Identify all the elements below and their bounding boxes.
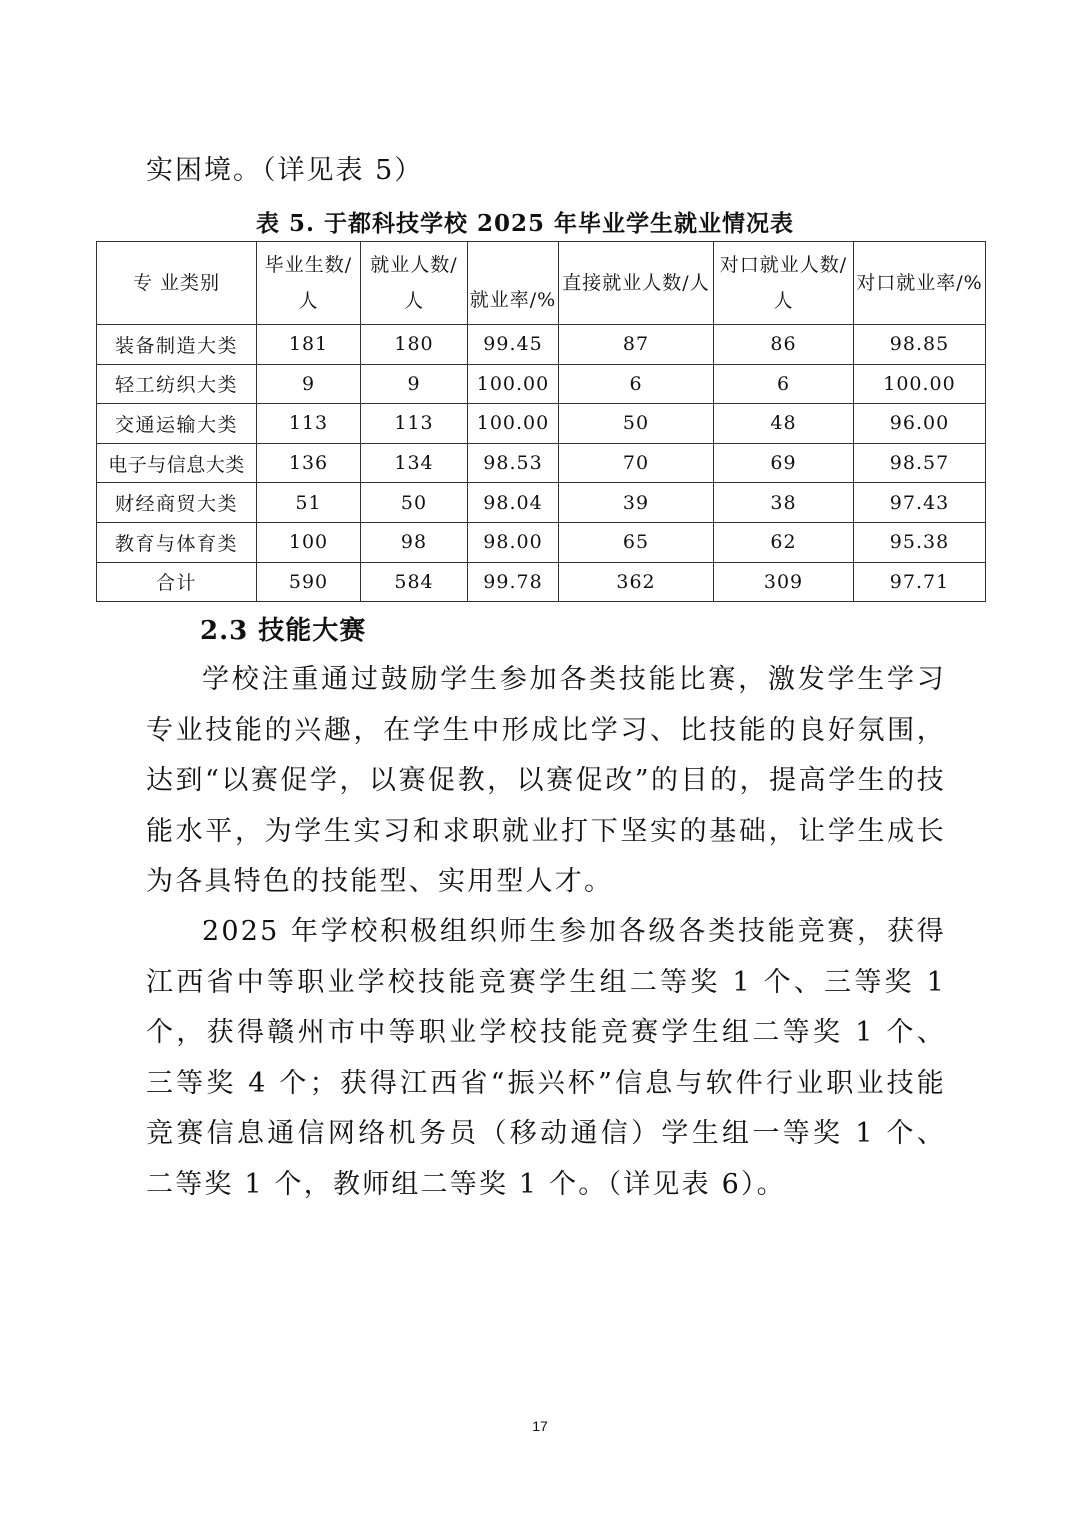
table-cell: 99.45 xyxy=(468,325,559,365)
table-cell: 87 xyxy=(559,325,714,365)
table-cell: 136 xyxy=(257,443,361,483)
lead-text: 实困境。（详见表 5） xyxy=(146,155,424,186)
header-graduates: 毕业生数/人 xyxy=(257,242,361,325)
table-cell: 96.00 xyxy=(854,404,986,444)
table-cell: 9 xyxy=(257,364,361,404)
table-cell: 65 xyxy=(559,522,714,562)
table-cell: 100.00 xyxy=(468,364,559,404)
table-cell: 98.85 xyxy=(854,325,986,365)
table-header-row xyxy=(97,242,986,325)
table-cell: 113 xyxy=(361,404,468,444)
table-cell: 98.00 xyxy=(468,522,559,562)
table-total-row xyxy=(97,562,986,602)
table-cell: 70 xyxy=(559,443,714,483)
table-cell: 181 xyxy=(257,325,361,365)
table-cell: 100 xyxy=(257,522,361,562)
table-cell: 39 xyxy=(559,483,714,523)
table-cell: 97.43 xyxy=(854,483,986,523)
table-row xyxy=(97,443,986,483)
table-cell: 98.57 xyxy=(854,443,986,483)
table-cell: 教育与体育类 xyxy=(97,522,257,562)
table-cell: 轻工纺织大类 xyxy=(97,364,257,404)
header-employment-rate: 就业率/% xyxy=(468,242,559,325)
table-cell: 财经商贸大类 xyxy=(97,483,257,523)
table-row xyxy=(97,364,986,404)
table-cell: 134 xyxy=(361,443,468,483)
table-cell: 合计 xyxy=(97,562,257,602)
table-cell: 38 xyxy=(714,483,854,523)
table-cell: 98 xyxy=(361,522,468,562)
header-matched-rate: 对口就业率/% xyxy=(854,242,986,325)
table-row xyxy=(97,404,986,444)
header-major-category: 专 业类别 xyxy=(97,242,257,325)
table-cell: 100.00 xyxy=(854,364,986,404)
table-cell: 6 xyxy=(559,364,714,404)
table-caption xyxy=(0,205,1080,238)
table-cell: 9 xyxy=(361,364,468,404)
table-cell: 6 xyxy=(714,364,854,404)
table-row xyxy=(97,522,986,562)
table-cell: 362 xyxy=(559,562,714,602)
table-cell: 584 xyxy=(361,562,468,602)
table-cell: 51 xyxy=(257,483,361,523)
table-cell: 86 xyxy=(714,325,854,365)
header-employed: 就业人数/人 xyxy=(361,242,468,325)
table-cell: 97.71 xyxy=(854,562,986,602)
page-number: 17 xyxy=(532,1418,548,1434)
table-cell: 180 xyxy=(361,325,468,365)
table-caption-text: 表 5. 于都科技学校 2025 年毕业学生就业情况表 xyxy=(255,210,795,237)
table-cell: 98.53 xyxy=(468,443,559,483)
table-cell: 电子与信息大类 xyxy=(97,443,257,483)
table-cell: 95.38 xyxy=(854,522,986,562)
table-row xyxy=(97,325,986,365)
table-cell: 交通运输大类 xyxy=(97,404,257,444)
table-cell: 50 xyxy=(361,483,468,523)
table-cell: 装备制造大类 xyxy=(97,325,257,365)
header-matched-employment: 对口就业人数/人 xyxy=(714,242,854,325)
header-direct-employment: 直接就业人数/人 xyxy=(559,242,714,325)
table-row xyxy=(97,483,986,523)
body-paragraph: 学校注重通过鼓励学生参加各类技能比赛，激发学生学习专业技能的兴趣，在学生中形成比学习、比技能的良好氛围，达到“以赛促学，以赛促教，以赛促改”的目的，提高学生的技能水平，为学生实习和求职就业打下坚实的基础，让学生成长为各具特色的技能型、实用型人才。 xyxy=(146,664,946,897)
table-cell: 309 xyxy=(714,562,854,602)
table-cell: 100.00 xyxy=(468,404,559,444)
table-cell: 98.04 xyxy=(468,483,559,523)
table-cell: 99.78 xyxy=(468,562,559,602)
employment-table xyxy=(96,241,986,602)
body-paragraph: 2025 年学校积极组织师生参加各级各类技能竞赛，获得江西省中等职业学校技能竞赛学生组二等奖 1 个、三等奖 1 个，获得赣州市中等职业学校技能竞赛学生组二等奖 1 个、三等奖 4 个；获得江西省“振兴杯”信息与软件行业职业技能竞赛信息通信网络机务员（移动通信）学生组一等奖 1 个、二等奖 1 个，教师组二等奖 1 个。（详见表 6）。 xyxy=(146,916,946,1200)
table-cell: 590 xyxy=(257,562,361,602)
table-cell: 113 xyxy=(257,404,361,444)
table-cell: 50 xyxy=(559,404,714,444)
section-heading: 2.3 技能大赛 xyxy=(200,616,367,646)
table-cell: 69 xyxy=(714,443,854,483)
table-cell: 62 xyxy=(714,522,854,562)
table-cell: 48 xyxy=(714,404,854,444)
